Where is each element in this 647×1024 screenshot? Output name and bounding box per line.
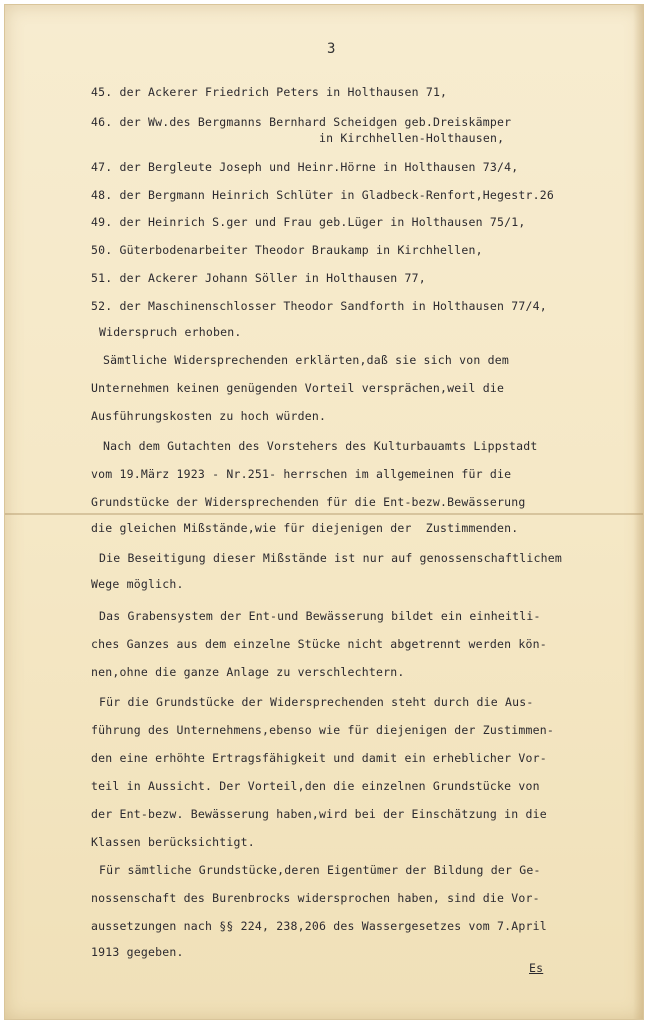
list-number: 47 bbox=[91, 160, 106, 174]
paragraph-line: nossenschaft des Burenbrocks widersprochen haben, sind die Vor- bbox=[91, 891, 540, 905]
list-text: der Bergmann Heinrich Schlüter in Gladbeck-Renfort,Hegestr.26 bbox=[119, 188, 555, 202]
list-item-48: 48. der Bergmann Heinrich Schlüter in Gladbeck-Renfort,Hegestr.26 bbox=[91, 188, 555, 202]
paragraph-line: Unternehmen keinen genügenden Vorteil versprächen,weil die bbox=[91, 381, 505, 395]
list-number: 51 bbox=[91, 271, 106, 285]
paragraph-line: ches Ganzes aus dem einzelne Stücke nicht abgetrennt werden kön- bbox=[91, 637, 547, 651]
list-text: der Ackerer Johann Söller in Holthausen 77, bbox=[119, 271, 426, 285]
list-number: 46 bbox=[91, 115, 106, 129]
paragraph-line: Für die Grundstücke der Widersprechenden steht durch die Aus- bbox=[99, 695, 534, 709]
paragraph-line: teil in Aussicht. Der Vorteil,den die einzelnen Grundstücke von bbox=[91, 779, 540, 793]
list-text: der Heinrich S.ger und Frau geb.Lüger in Holthausen 75/1, bbox=[119, 215, 526, 229]
list-item-52: 52. der Maschinenschlosser Theodor Sandforth in Holthausen 77/4, bbox=[91, 299, 547, 313]
paragraph-line: Klassen berücksichtigt. bbox=[91, 835, 255, 849]
paragraph-line: aussetzungen nach §§ 224, 238,206 des Wassergesetzes vom 7.April bbox=[91, 919, 547, 933]
list-item-47: 47. der Bergleute Joseph und Heinr.Hörne in Holthausen 73/4, bbox=[91, 160, 519, 174]
list-number: 49 bbox=[91, 215, 106, 229]
list-number: 50 bbox=[91, 243, 106, 257]
paragraph-line: Grundstücke der Widersprechenden für die Ent-bezw.Bewässerung bbox=[91, 495, 526, 509]
paragraph-line: Wege möglich. bbox=[91, 577, 184, 591]
paper-fold-line bbox=[5, 513, 643, 515]
list-item-46: 46. der Ww.des Bergmanns Bernhard Scheidgen geb.Dreiskämper bbox=[91, 115, 512, 129]
list-number: 52 bbox=[91, 299, 106, 313]
list-text: Güterbodenarbeiter Theodor Braukamp in Kirchhellen, bbox=[119, 243, 483, 257]
list-text: der Maschinenschlosser Theodor Sandforth in Holthausen 77/4, bbox=[119, 299, 547, 313]
paragraph-line: nen,ohne die ganze Anlage zu verschlechtern. bbox=[91, 665, 405, 679]
paragraph-line: Für sämtliche Grundstücke,deren Eigentümer der Bildung der Ge- bbox=[99, 863, 541, 877]
list-item-51: 51. der Ackerer Johann Söller in Holthausen 77, bbox=[91, 271, 426, 285]
paragraph-line: Nach dem Gutachten des Vorstehers des Kulturbauamts Lippstadt bbox=[103, 439, 538, 453]
list-number: 45 bbox=[91, 85, 106, 99]
list-item-50: 50. Güterbodenarbeiter Theodor Braukamp in Kirchhellen, bbox=[91, 243, 483, 257]
list-item-49: 49. der Heinrich S.ger und Frau geb.Lüger in Holthausen 75/1, bbox=[91, 215, 526, 229]
paragraph-line: die gleichen Mißstände,wie für diejenigen der Zustimmenden. bbox=[91, 521, 519, 535]
paragraph-line: der Ent-bezw. Bewässerung haben,wird bei der Einschätzung in die bbox=[91, 807, 547, 821]
list-item-46-continuation: in Kirchhellen-Holthausen, bbox=[319, 131, 505, 145]
paragraph-line: 1913 gegeben. bbox=[91, 945, 184, 959]
list-item-45: 45. der Ackerer Friedrich Peters in Holthausen 71, bbox=[91, 85, 448, 99]
paper-edge-shade bbox=[633, 5, 643, 1019]
paragraph-line: führung des Unternehmens,ebenso wie für diejenigen der Zustimmen- bbox=[91, 723, 555, 737]
paragraph-line: vom 19.März 1923 - Nr.251- herrschen im allgemeinen für die bbox=[91, 467, 512, 481]
paragraph-line: Das Grabensystem der Ent-und Bewässerung bildet ein einheitli- bbox=[99, 609, 541, 623]
list-number: 48 bbox=[91, 188, 106, 202]
paragraph-line: Sämtliche Widersprechenden erklärten,daß sie sich von dem bbox=[103, 353, 510, 367]
paragraph-line: Ausführungskosten zu hoch würden. bbox=[91, 409, 327, 423]
catchword: Es bbox=[529, 961, 544, 975]
list-text: der Bergleute Joseph und Heinr.Hörne in Holthausen 73/4, bbox=[119, 160, 519, 174]
widerspruch-line: Widerspruch erhoben. bbox=[99, 325, 242, 339]
list-text: der Ww.des Bergmanns Bernhard Scheidgen geb.Dreiskämper bbox=[119, 115, 512, 129]
paragraph-line: Die Beseitigung dieser Mißstände ist nur auf genossenschaftlichem bbox=[99, 551, 563, 565]
page-number: 3 bbox=[327, 41, 336, 57]
document-page bbox=[4, 4, 644, 1020]
list-text: der Ackerer Friedrich Peters in Holthausen 71, bbox=[119, 85, 448, 99]
paragraph-line: den eine erhöhte Ertragsfähigkeit und damit ein erheblicher Vor- bbox=[91, 751, 547, 765]
